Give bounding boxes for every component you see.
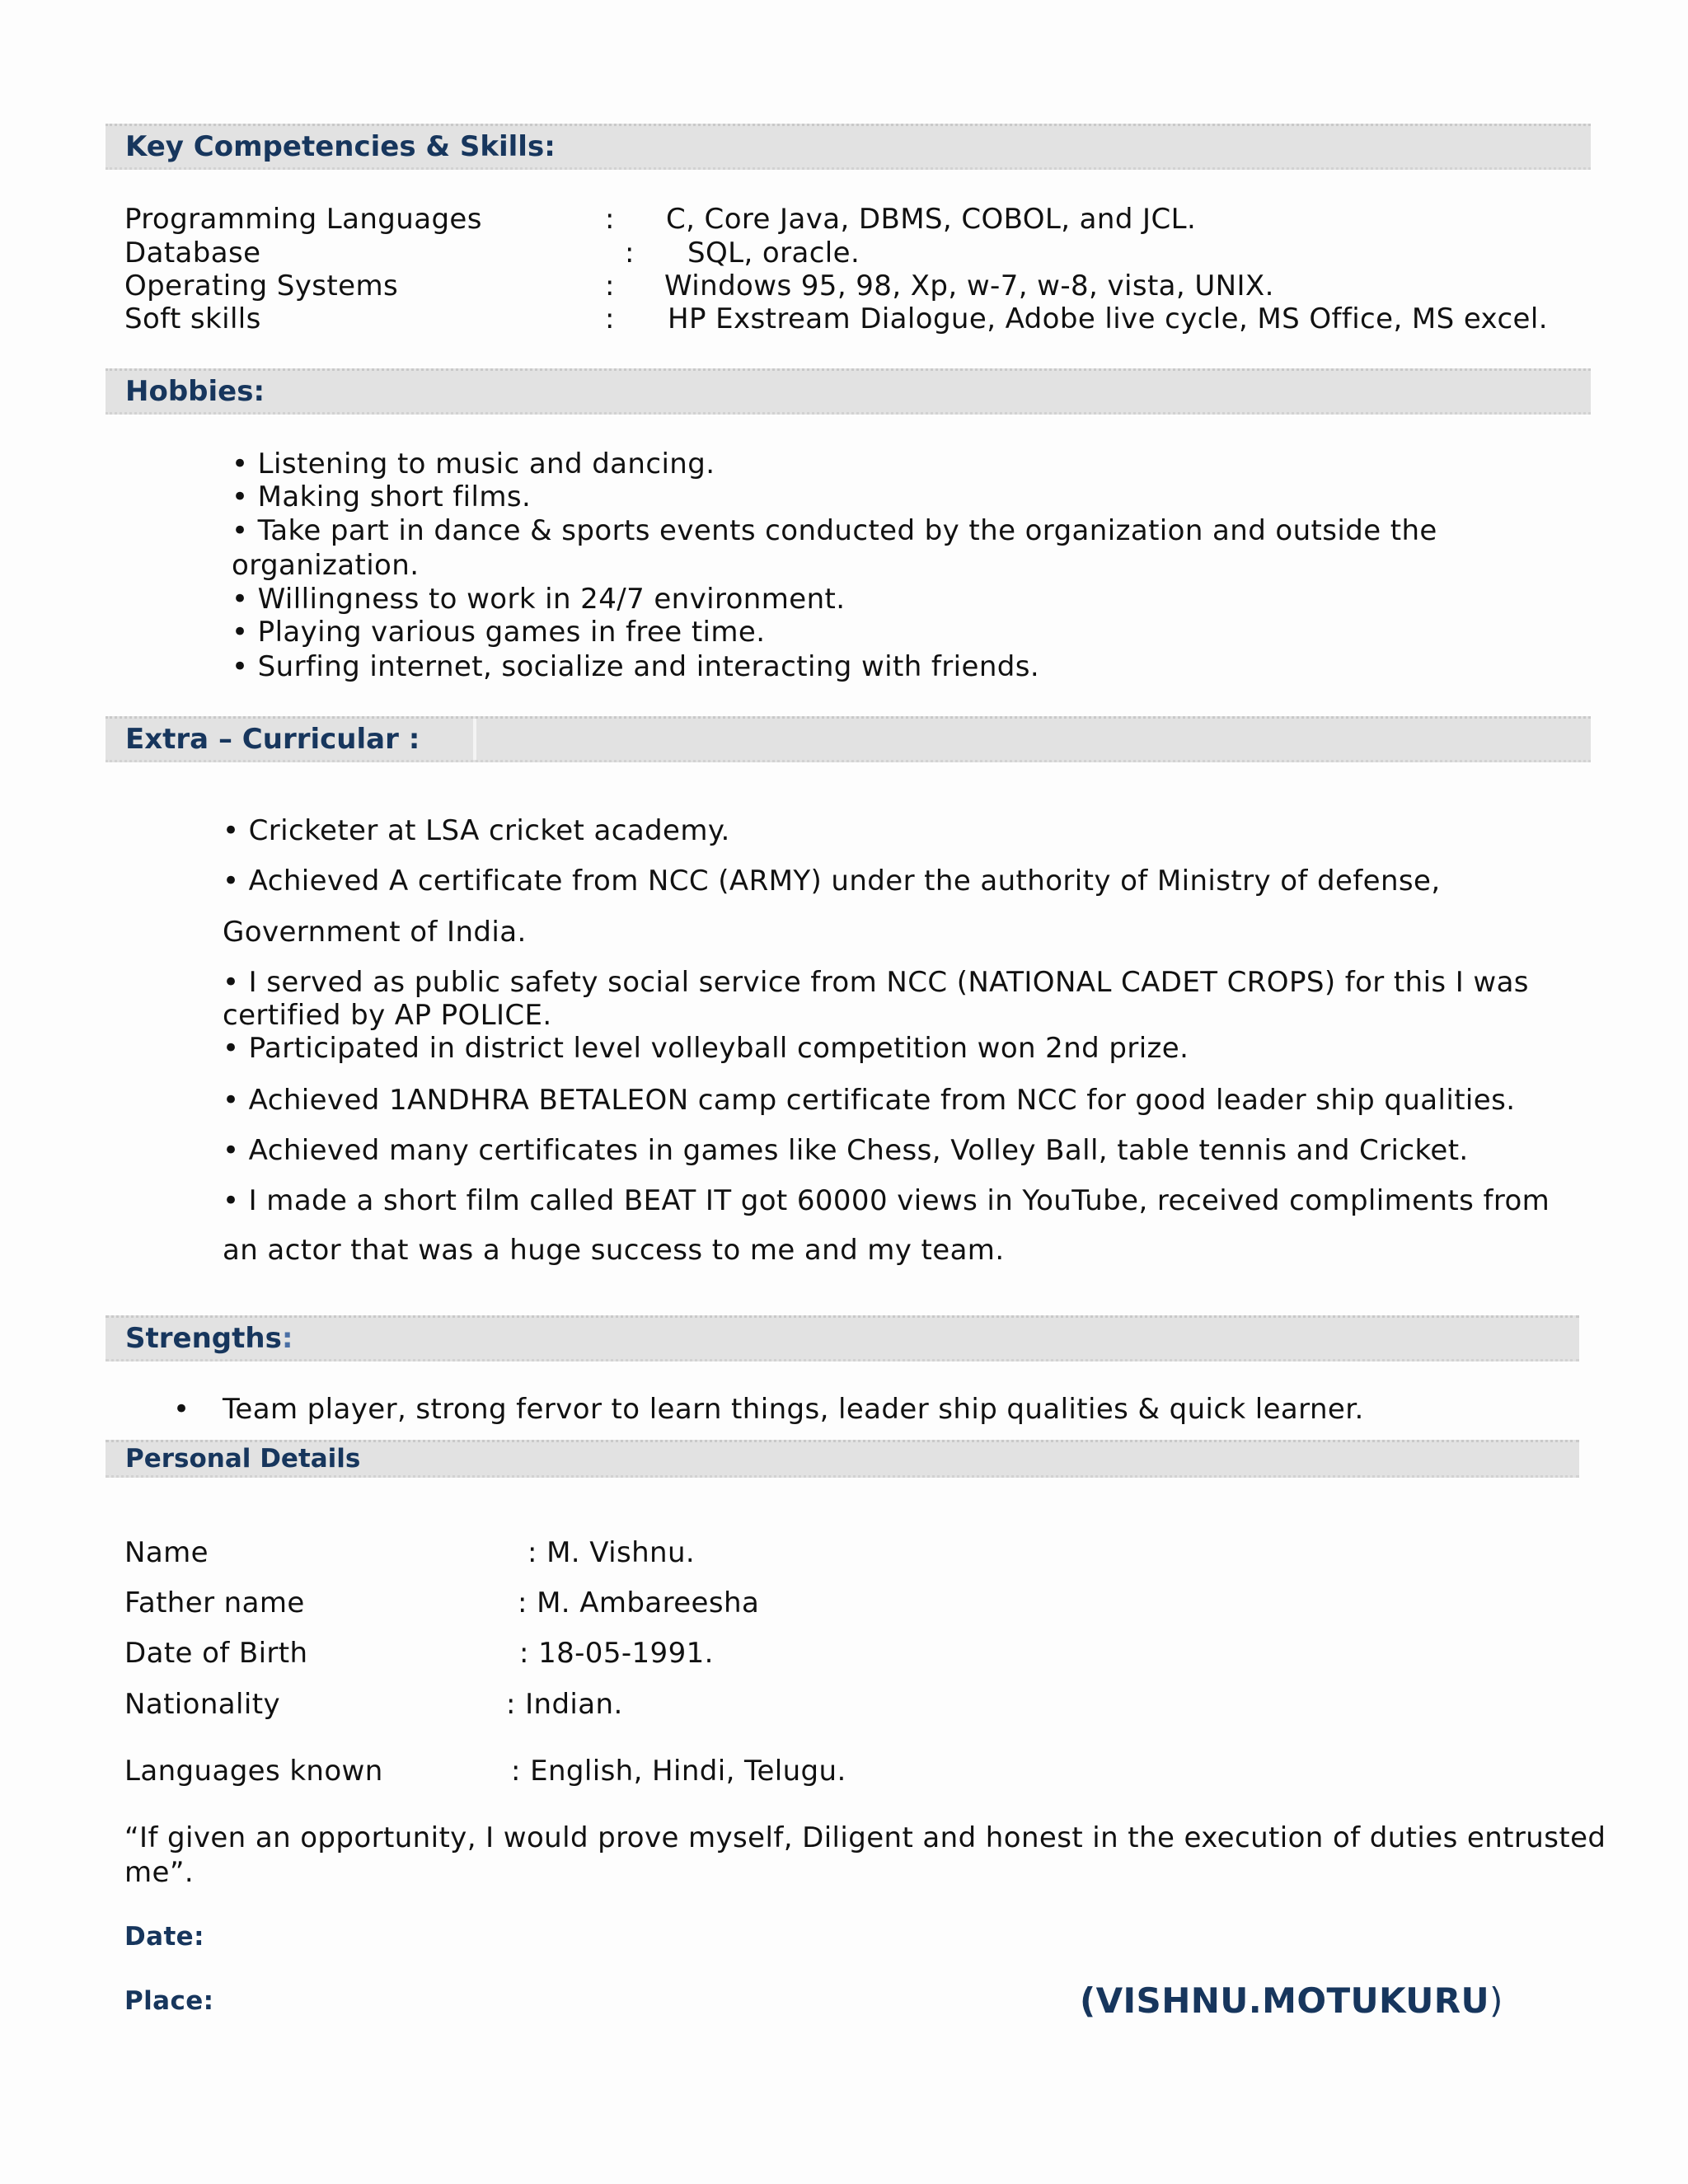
personal-label: Languages known bbox=[124, 1755, 383, 1788]
skill-value: HP Exstream Dialogue, Adobe live cycle, MS Office, MS excel. bbox=[668, 302, 1548, 335]
personal-value: : Indian. bbox=[506, 1688, 623, 1721]
signature-close-paren: ) bbox=[1489, 1980, 1503, 2021]
skill-label: Soft skills bbox=[124, 302, 261, 335]
personal-label: Name bbox=[124, 1536, 209, 1569]
personal-value: : M. Ambareesha bbox=[518, 1586, 760, 1619]
extra-item: • I served as public safety social service from NCC (NATIONAL CADET CROPS) for this I was bbox=[223, 966, 1529, 999]
personal-details-heading-bar bbox=[106, 1440, 1579, 1478]
personal-value: : M. Vishnu. bbox=[528, 1536, 696, 1569]
extra-item: • Achieved 1ANDHRA BETALEON camp certificate from NCC for good leader ship qualities. bbox=[223, 1084, 1516, 1117]
closing-quote: “If given an opportunity, I would prove myself, Diligent and honest in the execution of duties entrusted bbox=[124, 1821, 1606, 1854]
strengths-heading-colon: : bbox=[281, 1322, 293, 1355]
hobbies-heading: Hobbies: bbox=[125, 375, 265, 408]
extra-item-continued: an actor that was a huge success to me and my team. bbox=[223, 1234, 1005, 1267]
hobby-item: • Making short films. bbox=[232, 480, 532, 513]
hobby-item: • Take part in dance & sports events conducted by the organization and outside the bbox=[232, 514, 1437, 547]
signature-open-paren: ( bbox=[1080, 1980, 1096, 2021]
skills-heading-bar bbox=[106, 124, 1591, 170]
extra-item-continued: Government of India. bbox=[223, 916, 527, 949]
hobbies-heading-bar bbox=[106, 368, 1591, 415]
personal-details-heading: Personal Details bbox=[125, 1444, 361, 1474]
personal-value: : 18-05-1991. bbox=[519, 1637, 714, 1670]
strength-item: Team player, strong fervor to learn things, leader ship qualities & quick learner. bbox=[223, 1393, 1364, 1426]
skill-value: Windows 95, 98, Xp, w-7, w-8, vista, UNIX. bbox=[664, 269, 1274, 302]
signature-name: VISHNU.MOTUKURU bbox=[1095, 1980, 1489, 2021]
date-label: Date: bbox=[124, 1922, 204, 1952]
closing-quote-continued: me”. bbox=[124, 1856, 195, 1889]
skill-colon: : bbox=[605, 203, 615, 236]
skill-colon: : bbox=[605, 302, 615, 335]
personal-label: Father name bbox=[124, 1586, 305, 1619]
extra-item: • I made a short film called BEAT IT got 60000 views in YouTube, received compliments from bbox=[223, 1184, 1550, 1217]
personal-label: Date of Birth bbox=[124, 1637, 308, 1670]
hobby-item: • Willingness to work in 24/7 environment. bbox=[232, 583, 846, 616]
extra-item-continued: certified by AP POLICE. bbox=[223, 999, 552, 1032]
strengths-heading bbox=[125, 1321, 293, 1356]
skill-value: SQL, oracle. bbox=[687, 237, 860, 269]
extra-curricular-heading: Extra – Curricular : bbox=[125, 723, 420, 756]
skill-value: C, Core Java, DBMS, COBOL, and JCL. bbox=[666, 203, 1197, 236]
hobby-item: • Playing various games in free time. bbox=[232, 616, 766, 649]
heading-divider bbox=[473, 719, 476, 760]
place-label: Place: bbox=[124, 1986, 214, 2016]
skill-colon: : bbox=[625, 237, 635, 269]
hobby-item: • Surfing internet, socialize and interacting with friends. bbox=[232, 650, 1040, 683]
extra-item: • Achieved A certificate from NCC (ARMY) under the authority of Ministry of defense, bbox=[223, 865, 1441, 898]
extra-item: • Cricketer at LSA cricket academy. bbox=[223, 814, 730, 847]
extra-curricular-heading-bar bbox=[106, 716, 1591, 762]
personal-label: Nationality bbox=[124, 1688, 280, 1721]
hobby-item: • Listening to music and dancing. bbox=[232, 448, 715, 480]
extra-item: • Achieved many certificates in games like Chess, Volley Ball, table tennis and Cricket. bbox=[223, 1134, 1469, 1167]
skills-heading: Key Competencies & Skills: bbox=[125, 130, 556, 163]
skill-colon: : bbox=[605, 269, 615, 302]
strengths-heading-text: Strengths bbox=[125, 1322, 282, 1355]
skill-label: Programming Languages bbox=[124, 203, 482, 236]
strengths-heading-bar bbox=[106, 1315, 1579, 1361]
strength-bullet: • bbox=[173, 1393, 190, 1426]
extra-item: • Participated in district level volleyball competition won 2nd prize. bbox=[223, 1032, 1189, 1065]
personal-value: : English, Hindi, Telugu. bbox=[511, 1755, 846, 1788]
skill-label: Database bbox=[124, 237, 261, 269]
skill-label: Operating Systems bbox=[124, 269, 399, 302]
signature bbox=[1080, 1981, 1503, 2021]
hobby-item-continued: organization. bbox=[232, 549, 420, 582]
